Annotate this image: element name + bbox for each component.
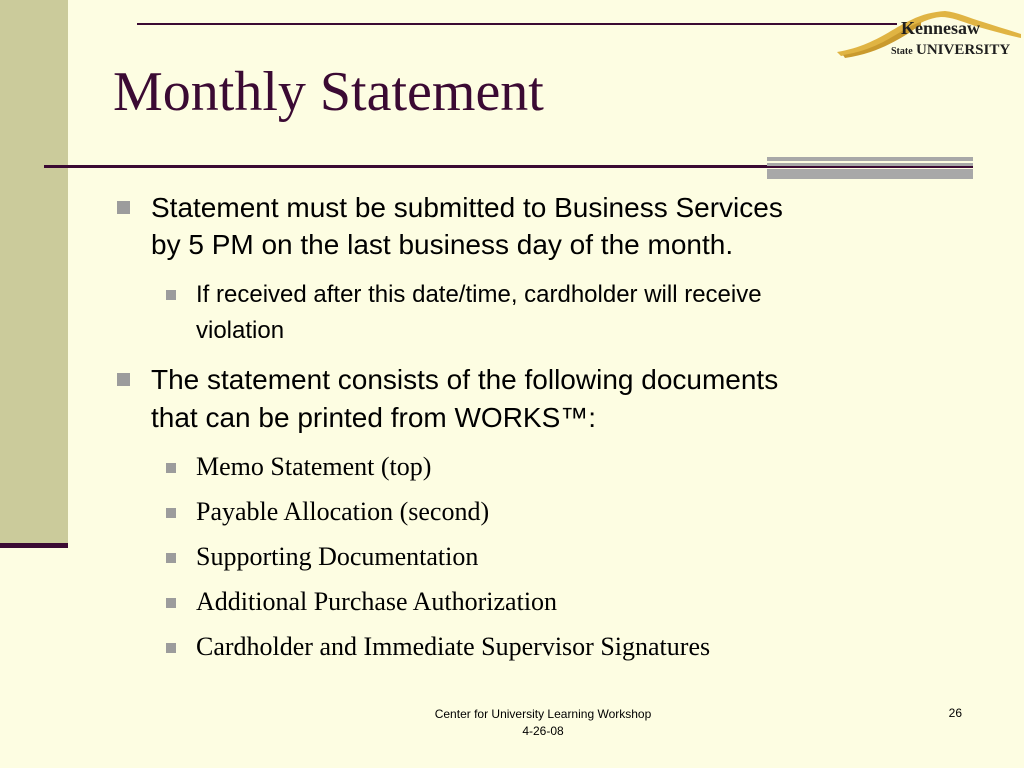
slide-title: Monthly Statement [113, 61, 544, 123]
sub-bullet-marker [166, 553, 176, 563]
footer-line: Center for University Learning Workshop [434, 707, 652, 721]
bullet-line: Statement must be submitted to Business Services [151, 192, 783, 223]
slide-footer [380, 706, 706, 740]
bullet-marker [117, 201, 130, 214]
decorative-bars [767, 157, 973, 179]
footer-date: 4-26-08 [522, 724, 564, 738]
bullet-line: by 5 PM on the last business day of the month. [151, 229, 734, 260]
page-number: 26 [948, 706, 962, 720]
sub-bullet-line: Additional Purchase Authorization [196, 587, 558, 616]
sub-bullet-line: If received after this date/time, cardholder will receive [196, 281, 762, 308]
sub-bullet-marker [166, 508, 176, 518]
sub-bullet-marker [166, 290, 176, 300]
logo-text-line1: Kennesaw [901, 18, 981, 38]
sub-bullet-marker [166, 598, 176, 608]
side-band [0, 0, 68, 543]
kennesaw-state-university-logo [833, 8, 1023, 64]
sub-bullet-marker [166, 643, 176, 653]
bullet-line: The statement consists of the following documents [151, 364, 779, 395]
logo-text-university: UNIVERSITY [916, 42, 1011, 58]
sub-bullet-line: Cardholder and Immediate Supervisor Signatures [196, 632, 711, 661]
sub-bullet-line: violation [196, 317, 285, 344]
bullet-marker [117, 373, 130, 386]
sub-bullet-marker [166, 463, 176, 473]
sub-bullet-line: Supporting Documentation [196, 542, 479, 571]
sub-bullet-line: Memo Statement (top) [196, 452, 432, 481]
top-rule [137, 23, 897, 25]
side-band-rule [0, 543, 68, 548]
sub-bullet-line: Payable Allocation (second) [196, 497, 490, 526]
bullet-line: that can be printed from WORKS™: [151, 402, 597, 433]
logo-text-state: State [891, 46, 913, 57]
